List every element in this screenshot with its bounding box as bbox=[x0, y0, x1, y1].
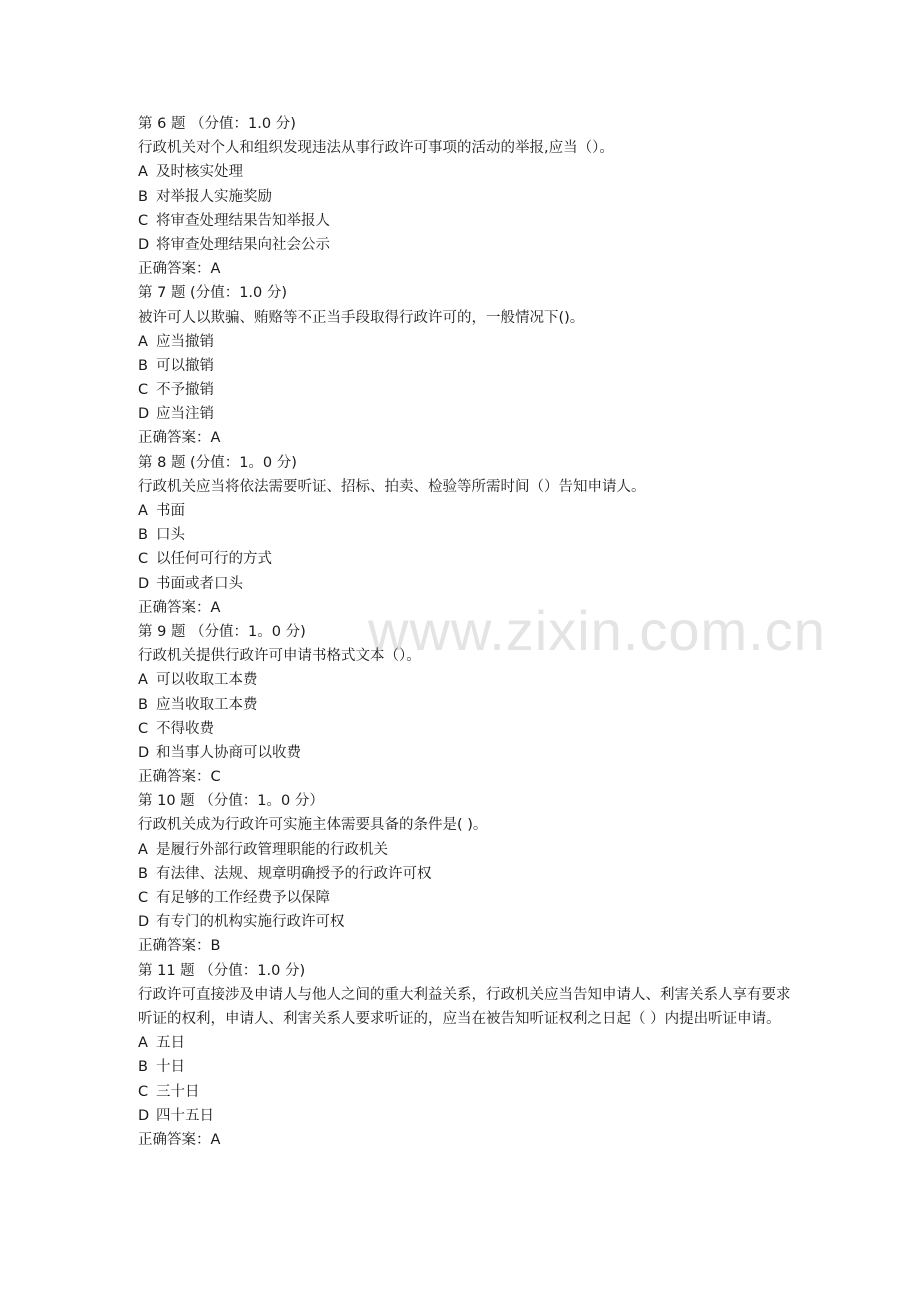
option-text: 不得收费 bbox=[156, 720, 214, 737]
option-d bbox=[138, 910, 798, 934]
option-c bbox=[138, 547, 798, 571]
option-letter: C bbox=[138, 212, 149, 229]
correct-answer: 正确答案：C bbox=[138, 769, 221, 786]
option-text: 书面 bbox=[156, 503, 185, 519]
option-letter: D bbox=[138, 406, 150, 423]
option-letter: D bbox=[138, 914, 150, 931]
option-letter: D bbox=[138, 236, 150, 253]
question-text: 行政机关应当将依法需要听证、招标、拍卖、检验等所需时间（）告知申请人。 bbox=[138, 478, 646, 495]
option-c bbox=[138, 1080, 798, 1104]
option-text: 有法律、法规、规章明确授予的行政许可权 bbox=[156, 865, 432, 882]
option-text: 对举报人实施奖励 bbox=[156, 188, 272, 205]
option-text: 有足够的工作经费予以保障 bbox=[156, 890, 330, 906]
watermark: www.zixin.com.cn bbox=[368, 599, 826, 662]
option-text: 和当事人协商可以收费 bbox=[156, 744, 301, 761]
option-letter: A bbox=[138, 672, 148, 689]
option-letter: B bbox=[138, 527, 148, 544]
question-block bbox=[138, 959, 798, 1153]
option-text: 书面或者口头 bbox=[156, 575, 243, 592]
question-block bbox=[138, 789, 798, 958]
question-text: 行政机关成为行政许可实施主体需要具备的条件是( )。 bbox=[138, 817, 488, 834]
option-text: 口头 bbox=[156, 527, 185, 544]
option-letter: D bbox=[138, 744, 150, 761]
option-letter: B bbox=[138, 1059, 148, 1076]
option-a bbox=[138, 160, 798, 184]
option-text: 将审查处理结果告知举报人 bbox=[156, 212, 330, 229]
option-text: 应当注销 bbox=[156, 406, 214, 423]
option-letter: C bbox=[138, 551, 149, 568]
question-header: 第 7 题 (分值：1.0 分) bbox=[138, 285, 288, 302]
option-c bbox=[138, 717, 798, 741]
option-text: 应当撤销 bbox=[156, 333, 214, 350]
option-text: 五日 bbox=[156, 1035, 185, 1052]
correct-answer: 正确答案：A bbox=[138, 1131, 221, 1148]
question-text: 行政许可直接涉及申请人与他人之间的重大利益关系，行政机关应当告知申请人、利害关系人享有要求听证的权利，申请人、利害关系人要求听证的，应当在被告知听证权利之日起（ ）内提出听证申请。 bbox=[138, 986, 791, 1027]
option-d bbox=[138, 1104, 798, 1128]
question-block bbox=[138, 451, 798, 620]
option-b bbox=[138, 185, 798, 209]
option-text: 三十日 bbox=[156, 1083, 200, 1100]
question-block bbox=[138, 281, 798, 450]
option-letter: C bbox=[138, 720, 149, 737]
option-letter: A bbox=[138, 164, 148, 181]
question-list bbox=[138, 112, 798, 1152]
option-letter: B bbox=[138, 188, 148, 205]
option-text: 是履行外部行政管理职能的行政机关 bbox=[156, 841, 388, 858]
question-header: 第 9 题 （分值：1。0 分) bbox=[138, 623, 306, 640]
option-d bbox=[138, 233, 798, 257]
question-text: 行政机关对个人和组织发现违法从事行政许可事项的活动的举报,应当（）。 bbox=[138, 140, 614, 157]
option-a bbox=[138, 838, 798, 862]
option-a bbox=[138, 668, 798, 692]
option-text: 可以收取工本费 bbox=[156, 672, 258, 689]
option-a bbox=[138, 499, 798, 523]
option-c bbox=[138, 886, 798, 910]
question-header: 第 10 题 （分值：1。0 分） bbox=[138, 793, 324, 810]
option-letter: B bbox=[138, 357, 148, 374]
option-letter: B bbox=[138, 865, 148, 882]
correct-answer: 正确答案：A bbox=[138, 261, 221, 278]
option-b bbox=[138, 523, 798, 547]
option-letter: A bbox=[138, 333, 148, 350]
option-text: 不予撤销 bbox=[156, 382, 214, 399]
option-letter: C bbox=[138, 382, 149, 399]
option-letter: D bbox=[138, 575, 150, 592]
correct-answer: 正确答案：B bbox=[138, 938, 221, 955]
option-b bbox=[138, 354, 798, 378]
question-header: 第 6 题 （分值：1.0 分) bbox=[138, 116, 296, 132]
option-c bbox=[138, 378, 798, 402]
option-letter: C bbox=[138, 890, 149, 906]
option-d bbox=[138, 572, 798, 596]
option-a bbox=[138, 330, 798, 354]
option-text: 四十五日 bbox=[156, 1107, 214, 1124]
option-letter: C bbox=[138, 1083, 149, 1100]
option-b bbox=[138, 1055, 798, 1079]
option-b bbox=[138, 693, 798, 717]
option-letter: B bbox=[138, 696, 148, 713]
option-d bbox=[138, 741, 798, 765]
question-header: 第 11 题 （分值：1.0 分) bbox=[138, 962, 306, 979]
option-letter: A bbox=[138, 503, 148, 519]
option-text: 将审查处理结果向社会公示 bbox=[156, 236, 330, 253]
correct-answer: 正确答案：A bbox=[138, 599, 221, 616]
question-text: 行政机关提供行政许可申请书格式文本（）。 bbox=[138, 648, 421, 665]
option-letter: D bbox=[138, 1107, 150, 1124]
option-letter: A bbox=[138, 841, 148, 858]
question-text: 被许可人以欺骗、贿赂等不正当手段取得行政许可的，一般情况下()。 bbox=[138, 309, 585, 326]
option-text: 十日 bbox=[156, 1059, 185, 1076]
option-a bbox=[138, 1031, 798, 1055]
question-block bbox=[138, 112, 798, 281]
option-c bbox=[138, 209, 798, 233]
option-text: 及时核实处理 bbox=[156, 164, 243, 181]
option-text: 有专门的机构实施行政许可权 bbox=[156, 914, 345, 931]
option-text: 以任何可行的方式 bbox=[156, 551, 272, 568]
option-d bbox=[138, 402, 798, 426]
option-text: 应当收取工本费 bbox=[156, 696, 258, 713]
correct-answer: 正确答案：A bbox=[138, 430, 221, 447]
question-block bbox=[138, 620, 798, 789]
option-b bbox=[138, 862, 798, 886]
option-letter: A bbox=[138, 1035, 148, 1052]
option-text: 可以撤销 bbox=[156, 357, 214, 374]
question-header: 第 8 题 (分值：1。0 分) bbox=[138, 454, 297, 471]
